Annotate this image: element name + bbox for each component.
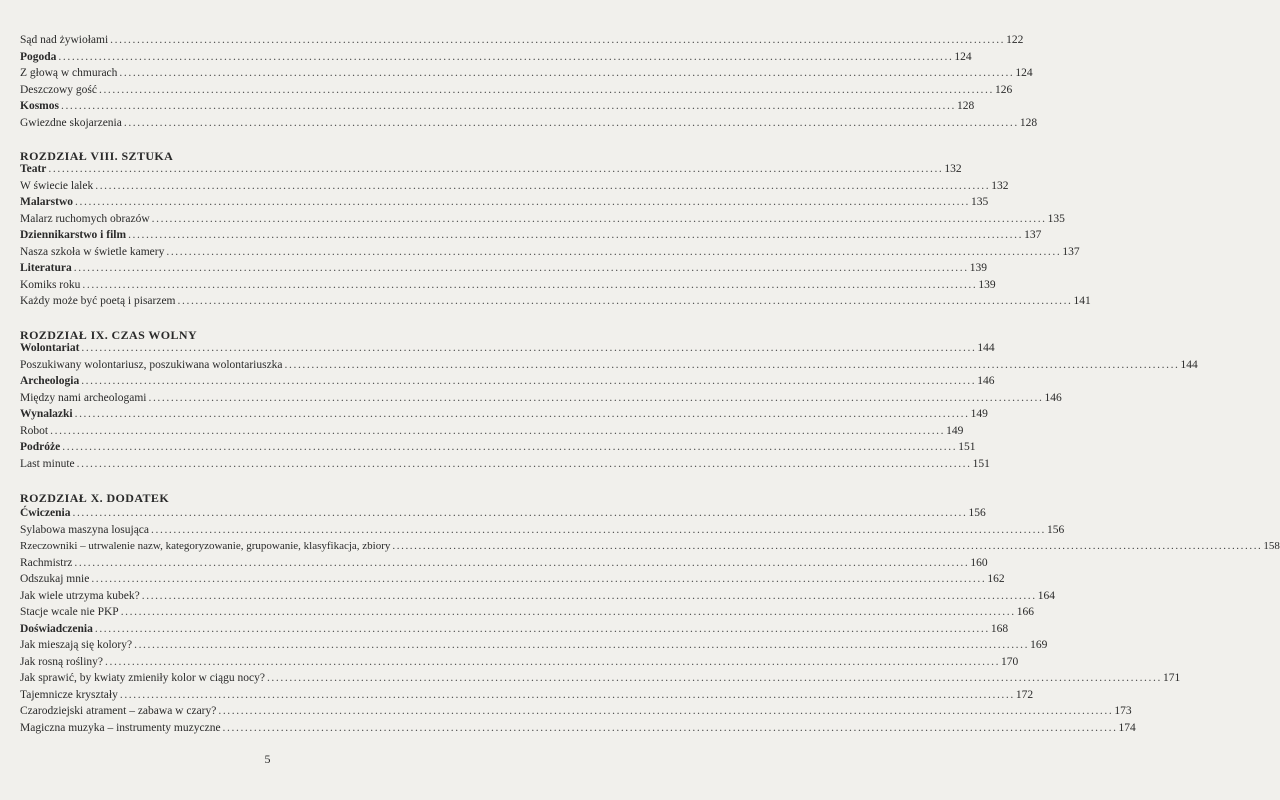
toc-dot-leader: ........................................................................................................................................................................................................ bbox=[58, 50, 954, 63]
toc-entry-title: Komiks roku bbox=[20, 278, 81, 291]
toc-entry-page: 139 bbox=[969, 262, 987, 274]
toc-dot-leader: ........................................................................................................................................................................................................ bbox=[110, 34, 1006, 46]
toc-entry-page: 122 bbox=[1006, 34, 1024, 46]
toc-entry bbox=[20, 98, 975, 115]
toc-entry bbox=[20, 373, 995, 390]
toc-entry-title: Podróże bbox=[20, 441, 61, 453]
toc-entry-title: Między nami archeologami bbox=[20, 391, 147, 404]
toc-entry bbox=[20, 211, 1065, 228]
chapter-heading: ROZDZIAŁ X. DODATEK bbox=[20, 491, 170, 505]
toc-entry-title: Czarodziejski atrament – zabawa w czary? bbox=[20, 705, 217, 717]
toc-entry-title: Doświadczenia bbox=[20, 622, 93, 635]
toc-dot-leader: ........................................................................................................................................................................................................ bbox=[151, 212, 1047, 225]
toc-entry-page: 149 bbox=[970, 408, 988, 420]
toc-entry-page: 124 bbox=[1015, 67, 1033, 79]
toc-entry bbox=[20, 522, 1065, 539]
toc-entry-page: 144 bbox=[977, 342, 995, 354]
toc-entry-page: 126 bbox=[994, 83, 1013, 96]
toc-entry bbox=[20, 555, 988, 572]
toc-entry-title: Teatr bbox=[20, 163, 47, 175]
toc-entry bbox=[20, 357, 1198, 374]
toc-entry-page: 171 bbox=[1162, 672, 1181, 684]
toc-dot-leader: ........................................................................................................................................................................................................ bbox=[105, 655, 1001, 668]
toc-dot-leader: ........................................................................................................................................................................................................ bbox=[60, 100, 956, 112]
toc-entry-page: 174 bbox=[1118, 721, 1136, 734]
toc-entry bbox=[20, 406, 988, 423]
toc-entry-page: 151 bbox=[958, 441, 976, 453]
toc-entry bbox=[20, 588, 1055, 605]
toc-entry-page: 149 bbox=[946, 424, 964, 437]
toc-entry-title: Ćwiczenia bbox=[20, 507, 71, 519]
toc-dot-leader: ........................................................................................................................................................................................................ bbox=[134, 639, 1030, 651]
toc-entry-title: Deszczowy gość bbox=[20, 83, 97, 96]
toc-entry bbox=[20, 637, 1048, 654]
toc-dot-leader: ........................................................................................................................................................................................................ bbox=[222, 721, 1118, 734]
toc-entry bbox=[20, 621, 1009, 638]
toc-entry-title: Robot bbox=[20, 424, 49, 437]
toc-entry-title: Odszukaj mnie bbox=[20, 573, 90, 585]
toc-entry-page: 166 bbox=[1016, 606, 1034, 618]
toc-entry bbox=[20, 161, 962, 178]
toc-dot-leader: ........................................................................................................................................................................................................ bbox=[91, 573, 987, 585]
toc-entry-page: 135 bbox=[1047, 212, 1065, 225]
toc-dot-leader: ........................................................................................................................................................................................................ bbox=[177, 295, 1073, 307]
toc-entry bbox=[20, 654, 1019, 671]
toc-entry bbox=[20, 670, 1181, 687]
toc-entry bbox=[20, 227, 1042, 244]
toc-dot-leader: ........................................................................................................................................................................................................ bbox=[218, 705, 1114, 717]
toc-entry-title: Gwiezdne skojarzenia bbox=[20, 116, 122, 129]
toc-dot-leader: ........................................................................................................................................................................................................ bbox=[95, 179, 991, 192]
toc-dot-leader: ........................................................................................................................................................................................................ bbox=[74, 408, 970, 420]
toc-entry-title: Każdy może być poetą i pisarzem bbox=[20, 295, 176, 307]
toc-entry-page: 146 bbox=[977, 375, 995, 387]
toc-entry bbox=[20, 32, 1024, 49]
toc-dot-leader: ........................................................................................................................................................................................................ bbox=[151, 523, 1047, 536]
toc-entry-page: 172 bbox=[1015, 688, 1034, 701]
toc-entry bbox=[20, 194, 989, 211]
toc-entry bbox=[20, 604, 1034, 621]
toc-entry-page: 144 bbox=[1180, 358, 1198, 371]
toc-entry bbox=[20, 687, 1034, 704]
toc-entry-page: 141 bbox=[1073, 295, 1091, 307]
toc-entry-title: Malarz ruchomych obrazów bbox=[20, 212, 150, 225]
toc-entry bbox=[20, 703, 1132, 720]
toc-dot-leader: ........................................................................................................................................................................................................ bbox=[119, 67, 1015, 79]
toc-dot-leader: ........................................................................................................................................................................................................ bbox=[120, 606, 1016, 618]
toc-entry-page: 146 bbox=[1044, 391, 1062, 404]
toc-entry-title: Jak mieszają się kolory? bbox=[20, 639, 133, 651]
toc-entry bbox=[20, 260, 987, 277]
toc-entry-title: Rachmistrz bbox=[20, 556, 73, 569]
toc-entry-title: Last minute bbox=[20, 457, 75, 470]
toc-entry-page: 156 bbox=[968, 507, 986, 519]
toc-dot-leader: ........................................................................................................................................................................................................ bbox=[141, 589, 1037, 602]
toc-entry bbox=[20, 439, 976, 456]
toc-entry bbox=[20, 538, 1280, 555]
toc-entry bbox=[20, 423, 964, 440]
toc-entry-title: Sąd nad żywiołami bbox=[20, 34, 109, 46]
toc-dot-leader: ........................................................................................................................................................................................................ bbox=[166, 245, 1062, 258]
toc-entry-page: 132 bbox=[944, 163, 962, 175]
toc-entry-title: Z głową w chmurach bbox=[20, 67, 118, 79]
toc-entry-title: Rzeczowniki – utrwalenie nazw, kategoryzowanie, grupowanie, klasyfikacja, zbiory bbox=[20, 540, 391, 552]
toc-entry bbox=[20, 82, 1013, 99]
toc-entry-page: 132 bbox=[991, 179, 1009, 192]
toc-entry-title: Literatura bbox=[20, 262, 72, 274]
toc-entry-title: Jak sprawić, by kwiaty zmieniły kolor w ciągu nocy? bbox=[20, 672, 265, 684]
toc-entry bbox=[20, 293, 1091, 310]
toc-entry bbox=[20, 571, 1005, 588]
toc-entry-page: 137 bbox=[1062, 245, 1080, 258]
toc-dot-leader: ........................................................................................................................................................................................................ bbox=[148, 391, 1044, 404]
toc-entry-page: 156 bbox=[1047, 523, 1065, 536]
toc-entry bbox=[20, 244, 1080, 261]
toc-dot-leader: ........................................................................................................................................................................................................ bbox=[50, 424, 946, 437]
toc-dot-leader: ........................................................................................................................................................................................................ bbox=[74, 556, 970, 569]
toc-entry-page: 168 bbox=[990, 622, 1009, 635]
toc-entry-page: 151 bbox=[972, 457, 990, 470]
toc-entry-title: Pogoda bbox=[20, 50, 57, 63]
toc-entry-page: 128 bbox=[956, 100, 975, 112]
toc-entry-page: 128 bbox=[1019, 116, 1038, 129]
toc-entry-title: Magiczna muzyka – instrumenty muzyczne bbox=[20, 721, 221, 734]
toc-entry bbox=[20, 65, 1033, 82]
toc-dot-leader: ........................................................................................................................................................................................................ bbox=[123, 116, 1019, 129]
toc-dot-leader: ........................................................................................................................................................................................................ bbox=[81, 375, 977, 387]
toc-entry-page: 170 bbox=[1001, 655, 1019, 668]
toc-dot-leader: ........................................................................................................................................................................................................ bbox=[73, 262, 969, 274]
toc-entry-title: Archeologia bbox=[20, 375, 80, 387]
toc-dot-leader: ........................................................................................................................................................................................................ bbox=[392, 540, 1263, 552]
toc-entry-page: 164 bbox=[1037, 589, 1055, 602]
toc-dot-leader: ........................................................................................................................................................................................................ bbox=[82, 278, 978, 291]
toc-entry-title: Wolontariat bbox=[20, 342, 80, 354]
toc-entry-title: Sylabowa maszyna losująca bbox=[20, 523, 150, 536]
toc-entry-title: Malarstwo bbox=[20, 196, 74, 208]
toc-entry-title: Poszukiwany wolontariusz, poszukiwana wolontariuszka bbox=[20, 358, 283, 371]
toc-entry bbox=[20, 277, 996, 294]
toc-entry-title: Jak rosną rośliny? bbox=[20, 655, 104, 668]
toc-dot-leader: ........................................................................................................................................................................................................ bbox=[128, 229, 1024, 241]
toc-entry-page: 158 bbox=[1263, 540, 1280, 552]
page-number: 5 bbox=[264, 752, 271, 766]
toc-entry-page: 173 bbox=[1114, 705, 1132, 717]
toc-entry bbox=[20, 49, 972, 66]
toc-entry bbox=[20, 115, 1038, 132]
toc-dot-leader: ........................................................................................................................................................................................................ bbox=[62, 441, 958, 453]
chapter-heading: ROZDZIAŁ VIII. SZTUKA bbox=[20, 149, 174, 163]
toc-dot-leader: ........................................................................................................................................................................................................ bbox=[75, 196, 971, 208]
toc-dot-leader: ........................................................................................................................................................................................................ bbox=[94, 622, 990, 635]
toc-entry-title: Wynalazki bbox=[20, 408, 73, 420]
toc-dot-leader: ........................................................................................................................................................................................................ bbox=[76, 457, 972, 470]
toc-entry-page: 139 bbox=[978, 278, 996, 291]
toc-entry-title: Dziennikarstwo i film bbox=[20, 229, 127, 241]
toc-entry-page: 124 bbox=[954, 50, 972, 63]
toc-entry-page: 162 bbox=[987, 573, 1005, 585]
toc-dot-leader: ........................................................................................................................................................................................................ bbox=[98, 83, 994, 96]
toc-dot-leader: ........................................................................................................................................................................................................ bbox=[72, 507, 968, 519]
toc-entry-title: Stacje wcale nie PKP bbox=[20, 606, 119, 618]
toc-entry bbox=[20, 505, 986, 522]
toc-entry-title: Jak wiele utrzyma kubek? bbox=[20, 589, 140, 602]
toc-entry bbox=[20, 390, 1062, 407]
toc-entry-title: Tajemnicze kryształy bbox=[20, 688, 118, 701]
toc-entry-page: 169 bbox=[1030, 639, 1048, 651]
toc-dot-leader: ........................................................................................................................................................................................................ bbox=[48, 163, 944, 175]
toc-entry bbox=[20, 340, 995, 357]
toc-entry-page: 160 bbox=[970, 556, 988, 569]
toc-entry-page: 135 bbox=[971, 196, 989, 208]
chapter-heading: ROZDZIAŁ IX. CZAS WOLNY bbox=[20, 328, 198, 342]
toc-entry-page: 137 bbox=[1024, 229, 1042, 241]
toc-entry bbox=[20, 720, 1136, 737]
toc-dot-leader: ........................................................................................................................................................................................................ bbox=[266, 672, 1162, 684]
toc-entry bbox=[20, 456, 990, 473]
toc-entry-title: Kosmos bbox=[20, 100, 59, 112]
toc-dot-leader: ........................................................................................................................................................................................................ bbox=[81, 342, 977, 354]
toc-dot-leader: ........................................................................................................................................................................................................ bbox=[284, 358, 1180, 371]
toc-dot-leader: ........................................................................................................................................................................................................ bbox=[119, 688, 1015, 701]
toc-entry-title: W świecie lalek bbox=[20, 179, 94, 192]
toc-entry-title: Nasza szkoła w świetle kamery bbox=[20, 245, 165, 258]
toc-entry bbox=[20, 178, 1009, 195]
